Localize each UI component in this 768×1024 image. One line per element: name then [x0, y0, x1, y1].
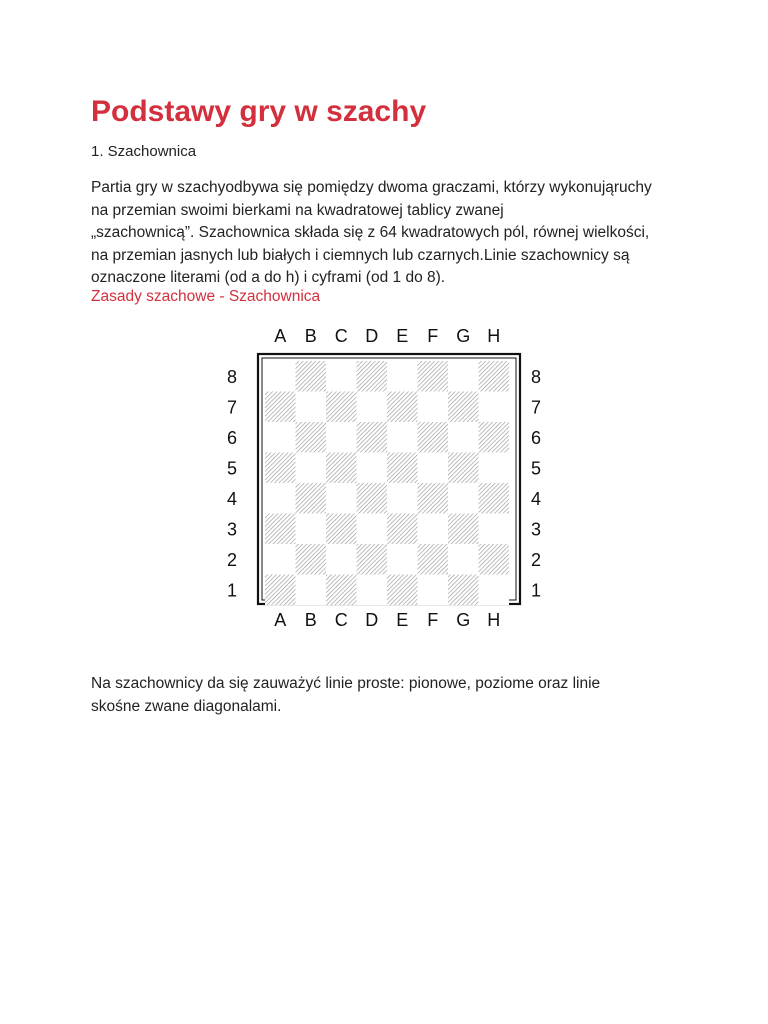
paragraph-line: oznaczone literami (od a do h) i cyframi (od 1 do 8). — [91, 269, 446, 286]
square-c1 — [326, 575, 357, 606]
paragraph-line: Na szachownicy da się zauważyć linie proste: pionowe, poziome oraz linie — [91, 675, 601, 692]
square-g5 — [448, 453, 479, 484]
square-c7 — [326, 392, 357, 423]
square-c2 — [326, 544, 357, 575]
square-d3 — [357, 514, 388, 545]
square-e7 — [387, 392, 418, 423]
square-h7 — [479, 392, 510, 423]
square-b7 — [296, 392, 327, 423]
rank-label-left: 1 — [226, 580, 238, 601]
square-d1 — [357, 575, 388, 606]
rank-label-right: 3 — [530, 519, 542, 540]
square-d7 — [357, 392, 388, 423]
closing-paragraph — [91, 673, 691, 718]
square-a1 — [265, 575, 296, 606]
square-h3 — [479, 514, 510, 545]
square-g8 — [448, 361, 479, 392]
square-h1 — [479, 575, 510, 606]
square-a4 — [265, 483, 296, 514]
square-g2 — [448, 544, 479, 575]
file-label-top: A — [274, 326, 287, 346]
board-squares — [265, 361, 509, 605]
square-h8 — [479, 361, 510, 392]
chessboard-figure — [210, 318, 560, 640]
square-c3 — [326, 514, 357, 545]
square-f4 — [418, 483, 449, 514]
square-e2 — [387, 544, 418, 575]
square-g1 — [448, 575, 479, 606]
rank-label-left: 4 — [226, 488, 238, 509]
file-label-bottom: F — [427, 610, 439, 630]
page-title: Podstawy gry w szachy — [91, 95, 427, 128]
square-c5 — [326, 453, 357, 484]
file-label-bottom: H — [487, 610, 501, 630]
square-e1 — [387, 575, 418, 606]
square-d4 — [357, 483, 388, 514]
rank-label-right: 7 — [530, 397, 542, 418]
square-h5 — [479, 453, 510, 484]
square-h6 — [479, 422, 510, 453]
square-a2 — [265, 544, 296, 575]
square-g6 — [448, 422, 479, 453]
rank-label-right: 8 — [530, 366, 542, 387]
square-b3 — [296, 514, 327, 545]
square-a5 — [265, 453, 296, 484]
square-f8 — [418, 361, 449, 392]
square-c6 — [326, 422, 357, 453]
square-f5 — [418, 453, 449, 484]
paragraph-line: na przemian swoimi bierkami na kwadratowej tablicy zwanej — [91, 201, 504, 219]
rank-label-left: 8 — [226, 366, 238, 387]
file-label-top: G — [456, 326, 471, 346]
file-label-bottom: E — [396, 610, 409, 630]
square-g3 — [448, 514, 479, 545]
square-d6 — [357, 422, 388, 453]
square-a8 — [265, 361, 296, 392]
paragraph-line: skośne zwane diagonalami. — [91, 697, 282, 715]
square-g7 — [448, 392, 479, 423]
square-d5 — [357, 453, 388, 484]
chessboard-diagram — [210, 318, 560, 640]
square-h4 — [479, 483, 510, 514]
square-b5 — [296, 453, 327, 484]
square-d2 — [357, 544, 388, 575]
square-b2 — [296, 544, 327, 575]
rank-label-left: 2 — [226, 549, 238, 570]
file-label-top: F — [427, 326, 439, 346]
rank-label-right: 5 — [530, 458, 542, 479]
file-label-bottom: D — [365, 610, 379, 630]
square-b8 — [296, 361, 327, 392]
square-b4 — [296, 483, 327, 514]
square-g4 — [448, 483, 479, 514]
file-label-top: C — [334, 326, 348, 346]
rank-label-right: 2 — [530, 549, 542, 570]
square-e8 — [387, 361, 418, 392]
paragraph-line: na przemian jasnych lub białych i ciemnych lub czarnych.Linie szachownicy są — [91, 246, 630, 264]
rank-label-left: 3 — [226, 519, 238, 540]
square-c8 — [326, 361, 357, 392]
square-c4 — [326, 483, 357, 514]
file-label-bottom: B — [304, 610, 317, 630]
square-e3 — [387, 514, 418, 545]
file-label-bottom: G — [456, 610, 471, 630]
rank-label-left: 7 — [226, 397, 238, 418]
square-b6 — [296, 422, 327, 453]
file-label-top: D — [365, 326, 379, 346]
rank-label-right: 6 — [530, 427, 542, 448]
rank-label-left: 6 — [226, 427, 238, 448]
paragraph-line: „szachownicą”. Szachownica składa się z 64 kwadratowych pól, równej wielkości, — [91, 224, 650, 241]
square-f6 — [418, 422, 449, 453]
file-label-top: B — [304, 326, 317, 346]
square-f2 — [418, 544, 449, 575]
file-label-bottom: A — [274, 610, 287, 630]
square-f7 — [418, 392, 449, 423]
square-a3 — [265, 514, 296, 545]
paragraph-line: Partia gry w szachyodbywa się pomiędzy dwoma graczami, którzy wykonująruchy — [91, 179, 652, 196]
file-label-top: E — [396, 326, 409, 346]
square-f3 — [418, 514, 449, 545]
square-e5 — [387, 453, 418, 484]
file-label-bottom: C — [334, 610, 348, 630]
square-f1 — [418, 575, 449, 606]
square-a6 — [265, 422, 296, 453]
square-b1 — [296, 575, 327, 606]
rank-label-left: 5 — [226, 458, 238, 479]
square-e6 — [387, 422, 418, 453]
square-d8 — [357, 361, 388, 392]
rank-label-right: 1 — [530, 580, 542, 601]
square-h2 — [479, 544, 510, 575]
chess-rules-link[interactable]: Zasady szachowe - Szachownica — [91, 288, 321, 305]
intro-paragraph — [91, 177, 691, 290]
rank-label-right: 4 — [530, 488, 542, 509]
square-e4 — [387, 483, 418, 514]
file-label-top: H — [487, 326, 501, 346]
square-a7 — [265, 392, 296, 423]
section-heading: 1. Szachownica — [91, 143, 197, 160]
